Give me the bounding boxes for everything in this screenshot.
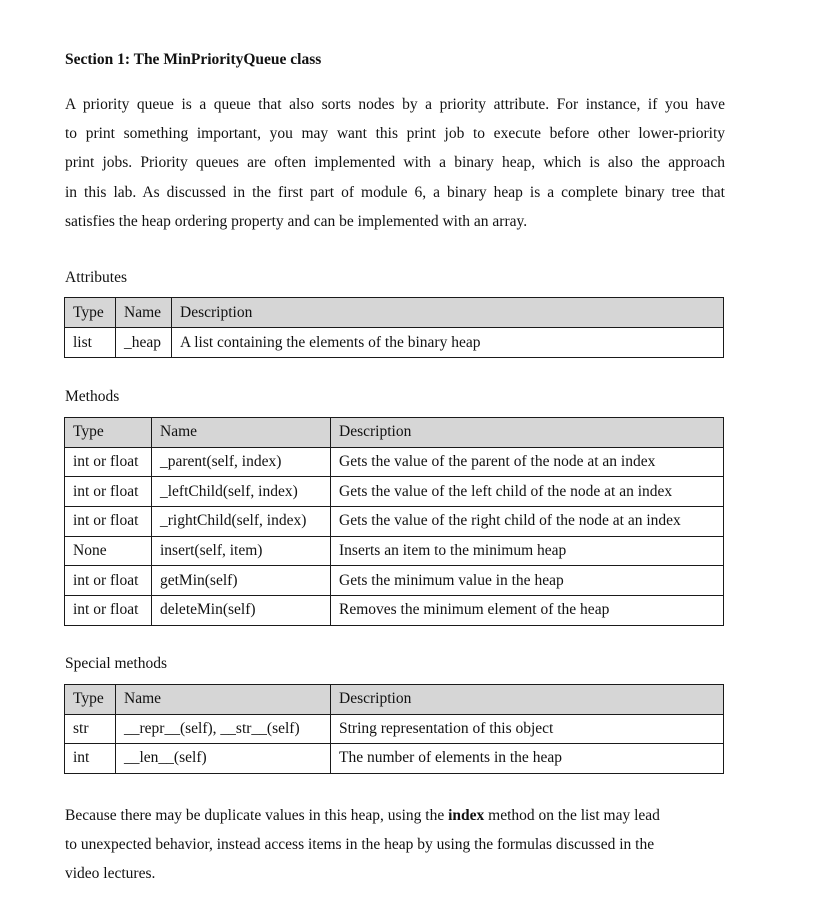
cell-description: Gets the value of the left child of the node at an index — [331, 477, 724, 507]
cell-type: int or float — [65, 566, 152, 596]
header-type: Type — [65, 418, 152, 448]
table-row — [65, 507, 724, 537]
cell-name: __repr__(self), __str__(self) — [116, 714, 331, 744]
cell-type: int — [65, 744, 116, 774]
cell-name: _heap — [116, 328, 172, 358]
cell-type: int or float — [65, 447, 152, 477]
cell-type: int or float — [65, 507, 152, 537]
cell-type: str — [65, 714, 116, 744]
cell-type: None — [65, 536, 152, 566]
header-description: Description — [331, 685, 724, 715]
header-description: Description — [331, 418, 724, 448]
cell-description: A list containing the elements of the binary heap — [172, 328, 724, 358]
header-name: Name — [116, 298, 172, 328]
cell-description: Gets the minimum value in the heap — [331, 566, 724, 596]
table-header-row — [65, 685, 724, 715]
intro-line-3: print jobs. Priority queues are often implemented with a binary heap, which is also the approach — [65, 154, 725, 172]
special-methods-table — [64, 684, 724, 774]
methods-caption: Methods — [65, 388, 120, 405]
table-header-row — [65, 298, 724, 328]
cell-description: Inserts an item to the minimum heap — [331, 536, 724, 566]
closing-line-3: video lectures. — [65, 865, 156, 883]
intro-paragraph — [65, 90, 725, 236]
header-name: Name — [152, 418, 331, 448]
table-row — [65, 328, 724, 358]
table-row — [65, 714, 724, 744]
section-title: Section 1: The MinPriorityQueue class — [65, 51, 322, 68]
special-methods-caption: Special methods — [65, 655, 168, 672]
cell-name: _rightChild(self, index) — [152, 507, 331, 537]
cell-name: _leftChild(self, index) — [152, 477, 331, 507]
table-row — [65, 596, 724, 626]
header-description: Description — [172, 298, 724, 328]
cell-type: int or float — [65, 596, 152, 626]
cell-name: getMin(self) — [152, 566, 331, 596]
closing-line-1 — [65, 801, 725, 830]
intro-line-4: in this lab. As discussed in the first part of module 6, a binary heap is a complete binary tree that — [65, 183, 725, 201]
table-row — [65, 477, 724, 507]
cell-type: int or float — [65, 477, 152, 507]
cell-description: The number of elements in the heap — [331, 744, 724, 774]
header-type: Type — [65, 685, 116, 715]
intro-line-2: to print something important, you may want this print job to execute before other lower-priority — [65, 125, 725, 143]
attributes-caption: Attributes — [65, 269, 127, 286]
closing-line-2: to unexpected behavior, instead access items in the heap by using the formulas discussed in the — [65, 836, 655, 854]
methods-table — [64, 417, 724, 626]
closing-bold-index: index — [448, 807, 485, 824]
cell-description: String representation of this object — [331, 714, 724, 744]
table-row — [65, 566, 724, 596]
closing-paragraph — [65, 801, 725, 889]
table-row — [65, 536, 724, 566]
cell-description: Removes the minimum element of the heap — [331, 596, 724, 626]
closing-text-after: method on the list may lead — [484, 807, 660, 824]
closing-text-before: Because there may be duplicate values in this heap, using the — [65, 807, 449, 824]
header-type: Type — [65, 298, 116, 328]
cell-type: list — [65, 328, 116, 358]
table-row — [65, 744, 724, 774]
cell-name: insert(self, item) — [152, 536, 331, 566]
cell-description: Gets the value of the right child of the node at an index — [331, 507, 724, 537]
table-row — [65, 447, 724, 477]
table-header-row — [65, 418, 724, 448]
cell-name: _parent(self, index) — [152, 447, 331, 477]
attributes-table — [64, 297, 724, 358]
intro-line-5: satisfies the heap ordering property and can be implemented with an array. — [65, 212, 528, 230]
intro-line-1: A priority queue is a queue that also sorts nodes by a priority attribute. For instance, if you have — [65, 96, 725, 113]
header-name: Name — [116, 685, 331, 715]
cell-description: Gets the value of the parent of the node at an index — [331, 447, 724, 477]
cell-name: deleteMin(self) — [152, 596, 331, 626]
cell-name: __len__(self) — [116, 744, 331, 774]
